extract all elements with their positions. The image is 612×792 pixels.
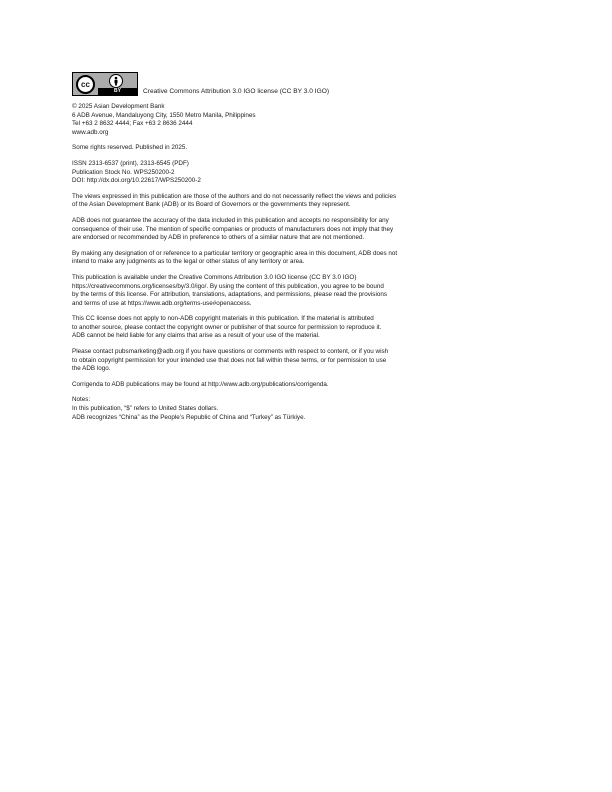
paragraph-line: ADB cannot be held liable for any claims that arise as a result of your use of the material.	[72, 332, 320, 340]
paragraph-line: the ADB logo.	[72, 365, 111, 373]
notes-heading: Notes:	[72, 396, 91, 404]
paragraph-line: of the Asian Development Bank (ADB) or its Board of Governors or the governments they represent.	[72, 201, 351, 209]
paragraph-line: are endorsed or recommended by ADB in preference to others of a similar nature that are not mentioned.	[72, 234, 365, 242]
paragraph-line: https://creativecommons.org/licenses/by/3.0/igo/. By using the content of this publication, you agree to be bound	[72, 282, 384, 290]
rights-statement	[72, 144, 540, 153]
paragraph-line: This CC license does not apply to non-ADB copyright materials in this publication. If the material is attributed	[72, 315, 374, 323]
stock-number-line: Publication Stock No. WPS250200-2	[72, 168, 175, 176]
license-row	[72, 72, 540, 96]
paragraph-line: intend to make any judgments as to the legal or other status of any territory or area.	[72, 258, 305, 266]
territory-disclaimer	[72, 250, 540, 267]
contact-paragraph	[72, 348, 540, 374]
cc-icon: cc	[76, 75, 95, 94]
corrigenda-paragraph	[72, 381, 540, 390]
copyright-page-content	[72, 72, 540, 429]
accuracy-disclaimer	[72, 217, 540, 243]
views-disclaimer	[72, 193, 540, 210]
paragraph-line: Corrigenda to ADB publications may be found at http://www.adb.org/publications/corrigenda.	[72, 380, 329, 388]
publisher-block	[72, 103, 540, 137]
paragraph-line: by the terms of this license. For attribution, translations, adaptations, and permissions, please read the provisions	[72, 291, 388, 299]
doi-line[interactable]: DOI: http://dx.doi.org/10.22617/WPS250200-2	[72, 177, 201, 185]
identifiers-block	[72, 160, 540, 186]
attribution-person-icon	[109, 74, 123, 88]
license-heading: Creative Commons Attribution 3.0 IGO license (CC BY 3.0 IGO)	[143, 88, 330, 95]
paragraph-line: consequence of their use. The mention of specific companies or products of manufacturers does not imply that they	[72, 225, 394, 233]
license-paragraph	[72, 274, 540, 308]
paragraph-line: to another source, please contact the copyright owner or publisher of that source for permission to reproduce it.	[72, 323, 382, 331]
note-country-names: ADB recognizes “China” as the People’s Republic of China and “Turkey” as Türkiye.	[72, 413, 306, 421]
paragraph-line: Please contact pubsmarketing@adb.org if you have questions or comments with respect to content, or if you wish	[72, 348, 389, 356]
rights-line: Some rights reserved. Published in 2025.	[72, 144, 188, 152]
notes-block	[72, 396, 540, 422]
paragraph-line: The views expressed in this publication are those of the authors and do not necessarily reflect the views and policies	[72, 192, 397, 200]
note-dollars: In this publication, “$” refers to United States dollars.	[72, 405, 219, 413]
website-link[interactable]: www.adb.org	[72, 128, 109, 136]
paragraph-line: By making any designation of or reference to a particular territory or geographic area in this document, ADB does not	[72, 249, 398, 257]
copyright-line: © 2025 Asian Development Bank	[72, 103, 165, 110]
paragraph-line: and terms of use at https://www.adb.org/terms-use#openaccess.	[72, 299, 252, 307]
issn-line: ISSN 2313-6537 (print), 2313-6545 (PDF)	[72, 159, 189, 167]
phone-line: Tel +63 2 8632 4444; Fax +63 2 8636 2444	[72, 120, 193, 128]
non-adb-material-paragraph	[72, 315, 540, 341]
paragraph-line: to obtain copyright permission for your intended use that does not fall within these terms, or for permission to use	[72, 356, 387, 364]
cc-by-badge[interactable]	[72, 72, 138, 96]
paragraph-line: This publication is available under the Creative Commons Attribution 3.0 IGO license (CC BY 3.0 IGO)	[72, 273, 357, 281]
by-label: BY	[98, 88, 137, 95]
address-line: 6 ADB Avenue, Mandaluyong City, 1550 Metro Manila, Philippines	[72, 111, 256, 119]
paragraph-line: ADB does not guarantee the accuracy of the data included in this publication and accepts no responsibility for any	[72, 216, 389, 224]
